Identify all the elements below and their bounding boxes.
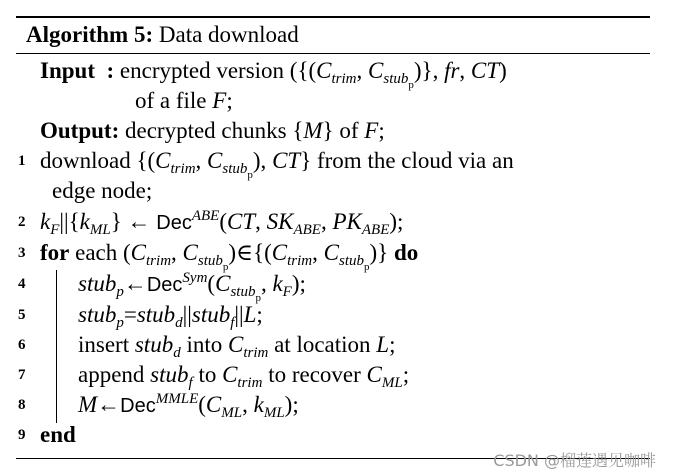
algorithm-line: append stub$_f$ to $C_{trim}$ to recover $C_{ML}$; <box>78 362 410 391</box>
title-rule <box>16 53 650 54</box>
watermark: CSDN @榴莲遇见咖啡 <box>493 451 656 470</box>
algorithm-line: insert stub$_d$ into $C_{trim}$ at location L; <box>78 332 396 361</box>
algorithm-line: $stub_p\leftarrow Dec^{Sym}(C_{stub_p}$, $k_F$); <box>78 270 306 304</box>
input-line-cont: of a file F; <box>135 88 233 113</box>
algorithm-line: download {($C_{trim}$, $C_{stub_p}$), CT} from the cloud via an <box>40 148 514 181</box>
algorithm-line: $k_F||\{k_{ML}\}$ ← Dec$^{ABE}$(CT, $SK_{ABE}$, $PK_{ABE}$); <box>40 208 404 238</box>
line-number: 9 <box>18 427 26 443</box>
algorithm-line: $M\leftarrow Dec^{MMLE}(C_{ML}$, $k_{ML}$); <box>78 391 299 421</box>
algorithm-line: for each ($C_{trim}$, $C_{stub_p})\in\{(C_{trim}$, $C_{stub_p}$)} do <box>40 240 419 273</box>
algorithm-line-cont: edge node; <box>52 178 153 203</box>
line-number: 1 <box>18 153 26 169</box>
line-number: 6 <box>18 337 26 353</box>
output-line: Output: decrypted chunks {M} of F; <box>40 118 385 143</box>
top-rule <box>16 16 650 18</box>
line-number: 7 <box>18 367 26 383</box>
line-number: 3 <box>18 245 26 261</box>
line-number: 4 <box>18 276 26 292</box>
line-number: 2 <box>18 214 26 230</box>
loop-indent-bar <box>56 270 57 423</box>
line-number: 5 <box>18 307 26 323</box>
algorithm-line: end <box>40 422 76 447</box>
input-line: Input : encrypted version ({($C_{trim}$, $C_{stub_p}$)}, fr, CT) <box>40 58 507 91</box>
line-number: 8 <box>18 397 26 413</box>
algorithm-title: Algorithm 5: Data download <box>26 22 299 47</box>
algorithm-line: stub$_p$=stub$_d$||stub$_f$||L; <box>78 302 263 331</box>
